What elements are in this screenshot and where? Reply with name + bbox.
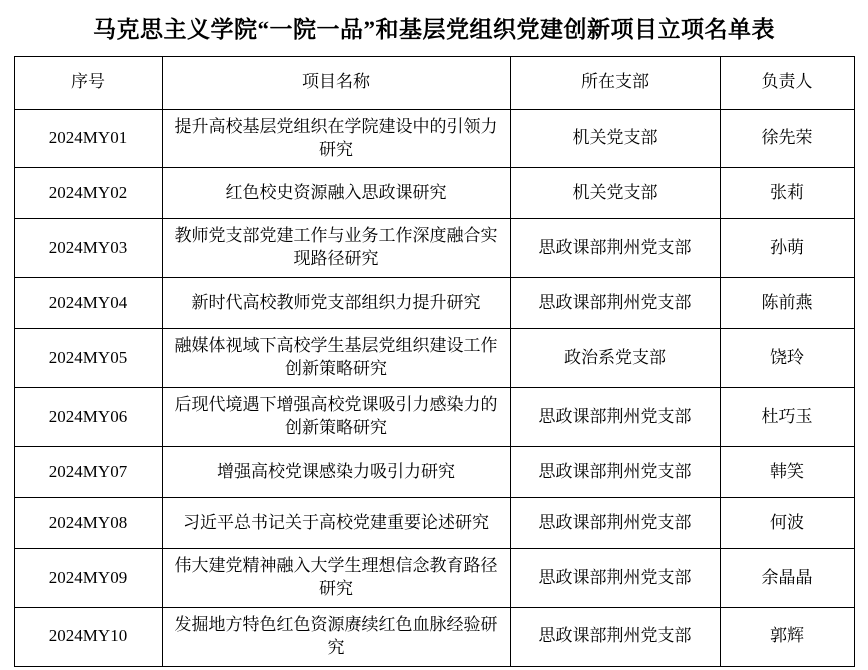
cell-branch: 机关党支部 xyxy=(510,109,720,168)
column-header-branch: 所在支部 xyxy=(510,56,720,109)
cell-project-name: 新时代高校教师党支部组织力提升研究 xyxy=(162,278,510,329)
cell-leader: 余晶晶 xyxy=(720,549,854,608)
cell-project-name: 增强高校党课感染力吸引力研究 xyxy=(162,447,510,498)
cell-leader: 陈前燕 xyxy=(720,278,854,329)
table-body xyxy=(14,109,854,666)
column-header-seq: 序号 xyxy=(14,56,162,109)
cell-branch: 政治系党支部 xyxy=(510,329,720,388)
cell-leader: 何波 xyxy=(720,498,854,549)
cell-leader: 张莉 xyxy=(720,168,854,219)
cell-seq: 2024MY09 xyxy=(14,549,162,608)
cell-seq: 2024MY06 xyxy=(14,388,162,447)
cell-branch: 思政课部荆州党支部 xyxy=(510,278,720,329)
table-row xyxy=(14,447,854,498)
cell-seq: 2024MY05 xyxy=(14,329,162,388)
table-row xyxy=(14,498,854,549)
cell-leader: 杜巧玉 xyxy=(720,388,854,447)
cell-seq: 2024MY10 xyxy=(14,607,162,666)
cell-project-name: 提升高校基层党组织在学院建设中的引领力研究 xyxy=(162,109,510,168)
cell-branch: 机关党支部 xyxy=(510,168,720,219)
table-header-row xyxy=(14,56,854,109)
table-row xyxy=(14,607,854,666)
cell-seq: 2024MY01 xyxy=(14,109,162,168)
cell-branch: 思政课部荆州党支部 xyxy=(510,498,720,549)
table-row xyxy=(14,278,854,329)
project-listing-table xyxy=(14,56,855,667)
table-row xyxy=(14,168,854,219)
cell-project-name: 发掘地方特色红色资源赓续红色血脉经验研究 xyxy=(162,607,510,666)
table-header xyxy=(14,56,854,109)
cell-leader: 郭辉 xyxy=(720,607,854,666)
column-header-project-name: 项目名称 xyxy=(162,56,510,109)
cell-seq: 2024MY02 xyxy=(14,168,162,219)
cell-leader: 孙萌 xyxy=(720,219,854,278)
cell-project-name: 伟大建党精神融入大学生理想信念教育路径研究 xyxy=(162,549,510,608)
cell-branch: 思政课部荆州党支部 xyxy=(510,388,720,447)
cell-project-name: 教师党支部党建工作与业务工作深度融合实现路径研究 xyxy=(162,219,510,278)
cell-project-name: 后现代境遇下增强高校党课吸引力感染力的创新策略研究 xyxy=(162,388,510,447)
cell-leader: 徐先荣 xyxy=(720,109,854,168)
column-header-leader: 负责人 xyxy=(720,56,854,109)
cell-seq: 2024MY08 xyxy=(14,498,162,549)
cell-project-name: 习近平总书记关于高校党建重要论述研究 xyxy=(162,498,510,549)
cell-branch: 思政课部荆州党支部 xyxy=(510,447,720,498)
table-row xyxy=(14,329,854,388)
page-title: 马克思主义学院“一院一品”和基层党组织党建创新项目立项名单表 xyxy=(93,17,775,42)
table-row xyxy=(14,388,854,447)
table-row xyxy=(14,109,854,168)
table-row xyxy=(14,219,854,278)
table-row xyxy=(14,549,854,608)
cell-branch: 思政课部荆州党支部 xyxy=(510,607,720,666)
cell-project-name: 红色校史资源融入思政课研究 xyxy=(162,168,510,219)
cell-seq: 2024MY04 xyxy=(14,278,162,329)
cell-project-name: 融媒体视域下高校学生基层党组织建设工作创新策略研究 xyxy=(162,329,510,388)
cell-seq: 2024MY03 xyxy=(14,219,162,278)
cell-branch: 思政课部荆州党支部 xyxy=(510,219,720,278)
cell-leader: 饶玲 xyxy=(720,329,854,388)
cell-branch: 思政课部荆州党支部 xyxy=(510,549,720,608)
cell-seq: 2024MY07 xyxy=(14,447,162,498)
cell-leader: 韩笑 xyxy=(720,447,854,498)
